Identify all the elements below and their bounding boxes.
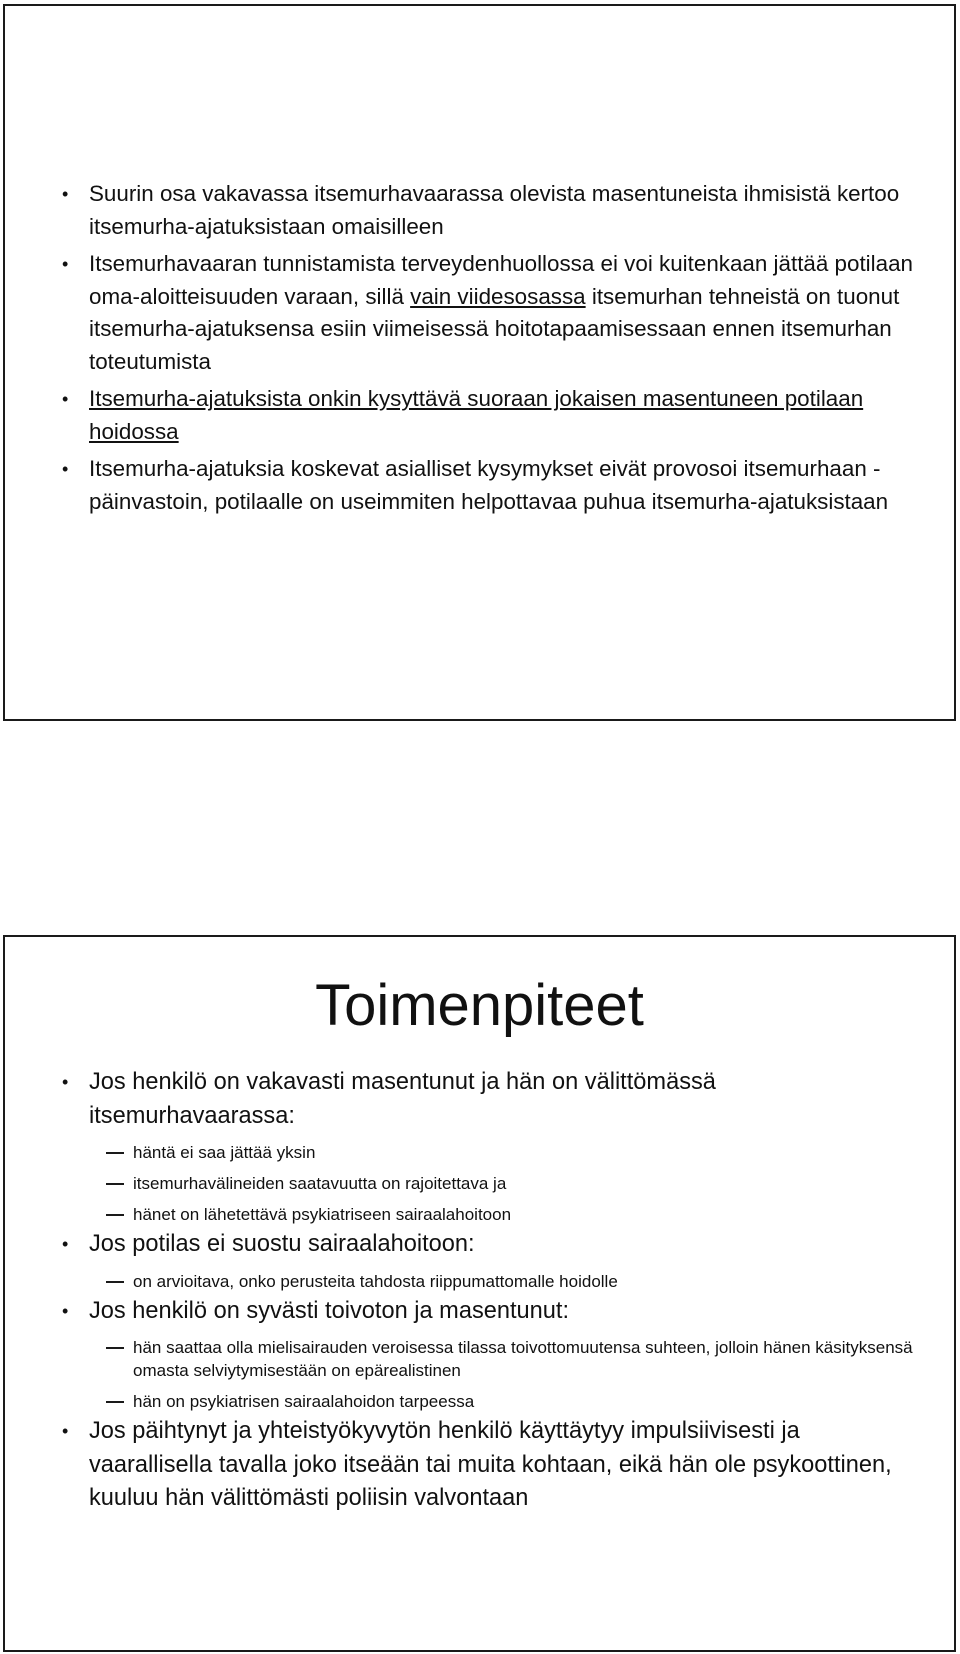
bullet-text: Itsemurhavaaran tunnistamista terveydenhuollossa ei voi kuitenkaan jättää potilaan oma-aloitteisuuden varaan, sillä bbox=[89, 251, 913, 309]
bullet-item bbox=[62, 453, 914, 518]
bullet-item bbox=[62, 1066, 914, 1133]
sub-bullet-item bbox=[62, 1390, 914, 1413]
bullet-text: Jos henkilö on syvästi toivoton ja masentunut: bbox=[89, 1297, 570, 1324]
bullet-text: Itsemurha-ajatuksia koskevat asialliset kysymykset eivät provosoi itsemurhaan - päinvastoin, potilaalle on useimmiten helpottavaa puhua itsemurha-ajatuksistaan bbox=[89, 456, 889, 514]
sub-bullet-text: häntä ei saa jättää yksin bbox=[133, 1143, 316, 1162]
bullet-item bbox=[62, 1228, 914, 1262]
bullet-item bbox=[62, 1415, 914, 1516]
bullet-text: Jos henkilö on vakavasti masentunut ja hän on välittömässä itsemurhavaarassa: bbox=[89, 1069, 716, 1129]
bullet-item bbox=[62, 383, 914, 448]
sub-bullet-item bbox=[62, 1270, 914, 1293]
slide-title: Toimenpiteet bbox=[315, 973, 644, 1038]
sub-bullet-item bbox=[62, 1141, 914, 1164]
sub-bullet-text: hän on psykiatrisen sairaalahoidon tarpeessa bbox=[133, 1392, 475, 1411]
bullet-item bbox=[62, 248, 914, 378]
bullet-text: itsemurhan tehneistä on tuonut itsemurha-ajatuksensa esiin viimeisessä hoitotapaamisessaan ennen itsemurhan toteutumista bbox=[89, 283, 900, 374]
sub-bullet-text: hän saattaa olla mielisairauden veroisessa tilassa toivottomuutensa suhteen, jolloin hänen käsityksensä omasta selviytymisestään on epärealistinen bbox=[133, 1338, 913, 1380]
bullet-item bbox=[62, 178, 914, 243]
bullet-text: Jos päihtynyt ja yhteistyökyvytön henkilö käyttäytyy impulsiivisesti ja vaarallisella tavalla joko itseään tai muita kohtaan, eikä hän ole psykoottinen, kuuluu hän välittömästi poliisin valvontaan bbox=[89, 1418, 892, 1511]
bullet-item bbox=[62, 1295, 914, 1329]
sub-bullet-item bbox=[62, 1172, 914, 1195]
sub-bullet-text: on arvioitava, onko perusteita tahdosta riippumattomalle hoidolle bbox=[133, 1271, 618, 1291]
sub-bullet-text: itsemurhavälineiden saatavuutta on rajoitettava ja bbox=[133, 1174, 507, 1193]
slide-2-bullet-list bbox=[62, 1064, 914, 1516]
bullet-text-underlined: vain viidesosassa bbox=[410, 283, 586, 309]
bullet-text: Suurin osa vakavassa itsemurhavaarassa olevista masentuneista ihmisistä kertoo itsemurha-ajatuksistaan omaisilleen bbox=[89, 181, 900, 239]
bullet-text-underlined: Itsemurha-ajatuksista onkin kysyttävä suoraan jokaisen masentuneen potilaan hoidossa bbox=[89, 386, 864, 444]
bullet-text: Jos potilas ei suostu sairaalahoitoon: bbox=[89, 1231, 475, 1257]
slide-1-bullet-list bbox=[62, 178, 914, 523]
slide-1 bbox=[3, 4, 956, 721]
sub-bullet-text: hänet on lähetettävä psykiatriseen sairaalahoitoon bbox=[133, 1205, 512, 1224]
sub-bullet-item bbox=[62, 1336, 914, 1382]
slide-2 bbox=[3, 935, 956, 1652]
sub-bullet-item bbox=[62, 1203, 914, 1226]
